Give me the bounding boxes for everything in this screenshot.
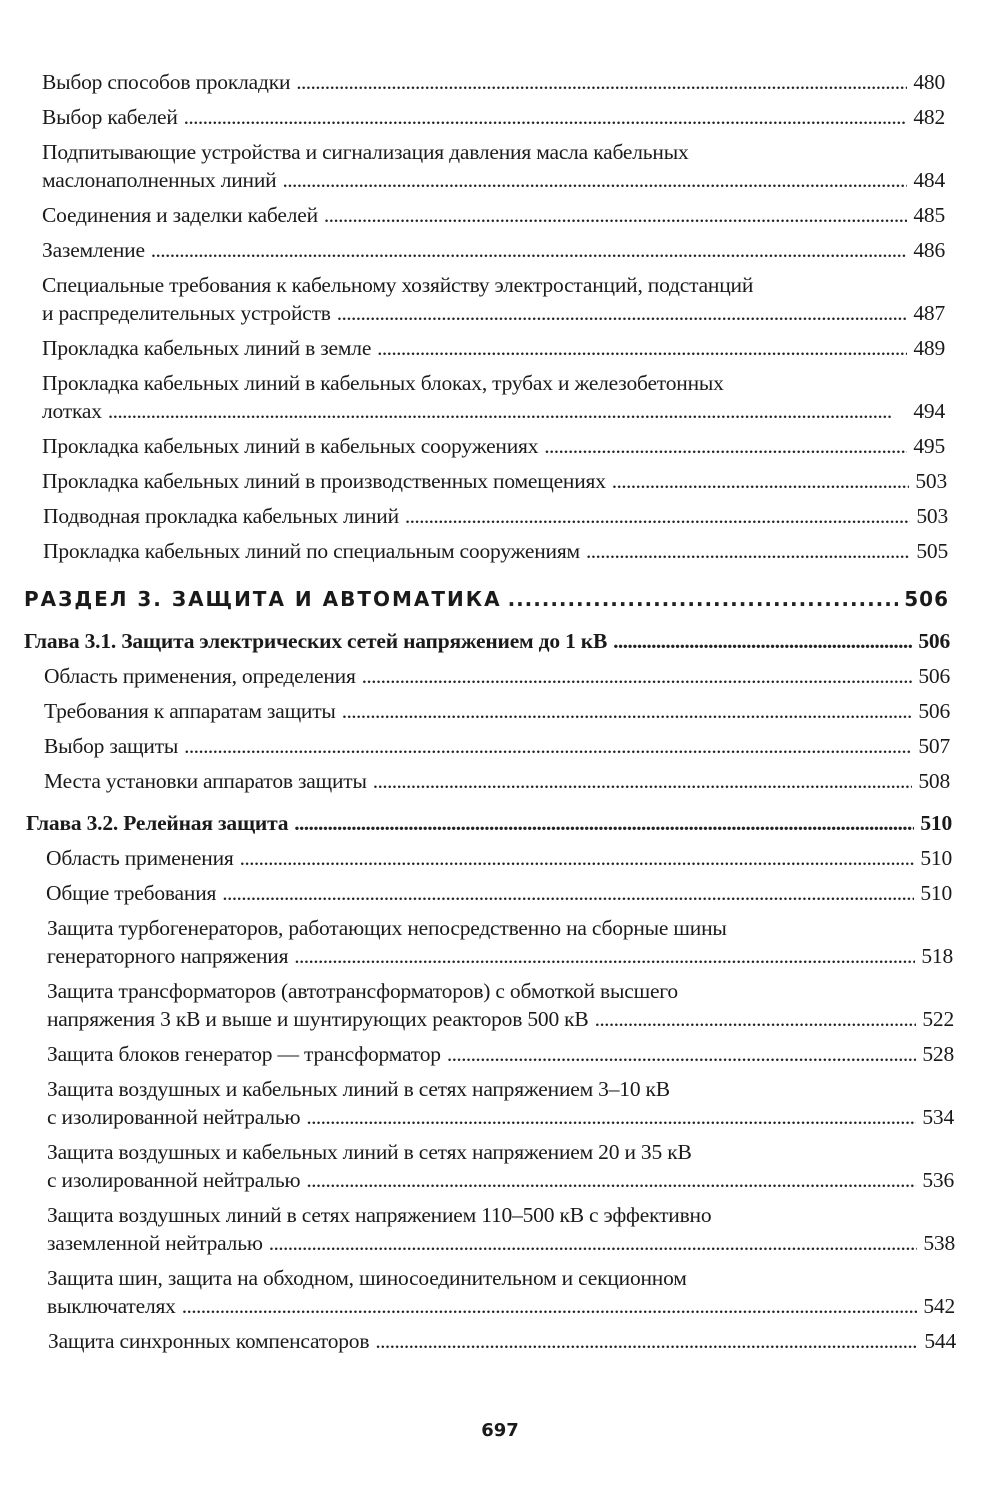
toc-entry bbox=[47, 1075, 954, 1131]
toc-entry bbox=[46, 844, 952, 872]
dot-leader bbox=[151, 236, 908, 264]
toc-entry-page: 505 bbox=[916, 539, 948, 563]
toc-entry-title: Защита блоков генератор — трансформатор bbox=[47, 1042, 441, 1066]
chapter-heading bbox=[24, 627, 950, 655]
dot-leader bbox=[508, 585, 899, 613]
dot-leader bbox=[282, 166, 907, 194]
toc-entry bbox=[43, 502, 948, 530]
chapter-page: 506 bbox=[918, 629, 950, 653]
dot-leader bbox=[184, 732, 912, 760]
toc-entry-page: 542 bbox=[923, 1294, 955, 1318]
toc-entry-title: Прокладка кабельных линий по специальным сооружениям bbox=[43, 539, 580, 563]
toc-entry-page: 503 bbox=[915, 469, 947, 493]
toc-entry bbox=[42, 432, 945, 460]
toc-entry-title: Заземление bbox=[42, 238, 145, 262]
toc-entry bbox=[42, 201, 945, 229]
dot-leader bbox=[324, 201, 907, 229]
toc-entry-title: Выбор способов прокладки bbox=[42, 70, 291, 94]
dot-leader bbox=[294, 942, 915, 970]
toc-entry-page: 506 bbox=[918, 664, 950, 688]
chapter-heading bbox=[26, 809, 952, 837]
toc-entry-title: Область применения bbox=[46, 846, 234, 870]
toc-entry-page: 536 bbox=[922, 1168, 954, 1192]
toc-entry bbox=[42, 103, 945, 131]
toc-entry bbox=[44, 697, 950, 725]
toc-entry bbox=[44, 767, 950, 795]
toc-entry-title: заземленной нейтралью bbox=[47, 1231, 263, 1255]
toc-entry-title: Прокладка кабельных линий в земле bbox=[42, 336, 372, 360]
toc-entry-title: Область применения, определения bbox=[44, 664, 356, 688]
dot-leader bbox=[306, 1166, 916, 1194]
toc-entry bbox=[47, 1201, 955, 1257]
dot-leader bbox=[612, 467, 910, 495]
toc-entry bbox=[47, 1138, 954, 1194]
dot-leader bbox=[294, 809, 914, 837]
dot-leader bbox=[373, 767, 913, 795]
toc-entry-title-line1: Защита трансформаторов (автотрансформаторов) с обмоткой высшего bbox=[47, 979, 678, 1003]
toc-entry-title: лотках bbox=[42, 399, 102, 423]
toc-entry bbox=[47, 977, 954, 1033]
toc-entry-title-line1: Защита шин, защита на обходном, шиносоединительном и секционном bbox=[47, 1266, 687, 1290]
toc-entry-title: Прокладка кабельных линий в кабельных сооружениях bbox=[42, 434, 539, 458]
toc-entry-page: 510 bbox=[920, 846, 952, 870]
toc-entry bbox=[44, 732, 950, 760]
dot-leader bbox=[222, 879, 914, 907]
dot-leader bbox=[184, 103, 908, 131]
toc-entry-page: 507 bbox=[918, 734, 950, 758]
dot-leader bbox=[613, 627, 912, 655]
toc-entry-title: маслонаполненных линий bbox=[42, 168, 277, 192]
section-heading bbox=[24, 585, 949, 613]
toc-entry-title-line1: Специальные требования к кабельному хозяйству электростанций, подстанций bbox=[42, 273, 754, 297]
toc-entry-page: 508 bbox=[918, 769, 950, 793]
page-number: 697 bbox=[481, 1420, 519, 1441]
toc-entry-title: и распределительных устройств bbox=[42, 301, 331, 325]
toc-entry bbox=[42, 138, 945, 194]
chapter-title: Глава 3.2. Релейная защита bbox=[26, 811, 289, 835]
toc-entry-page: 480 bbox=[913, 70, 945, 94]
toc-entry-page: 484 bbox=[913, 168, 945, 192]
dot-leader bbox=[377, 334, 907, 362]
toc-entry-title: Выбор защиты bbox=[44, 734, 179, 758]
toc-entry-page: 489 bbox=[913, 336, 945, 360]
toc-entry bbox=[42, 334, 945, 362]
dot-leader bbox=[269, 1229, 918, 1257]
toc-entry bbox=[42, 369, 945, 425]
dot-leader bbox=[586, 537, 910, 565]
toc-entry-title-line1: Защита воздушных линий в сетях напряжением 110–500 кВ с эффективно bbox=[47, 1203, 712, 1227]
toc-entry-title: напряжения 3 кВ и выше и шунтирующих реакторов 500 кВ bbox=[47, 1007, 589, 1031]
toc-entry bbox=[42, 271, 945, 327]
toc-entry bbox=[42, 467, 947, 495]
dot-leader bbox=[447, 1040, 917, 1068]
toc-entry-title-line1: Защита воздушных и кабельных линий в сетях напряжением 3–10 кВ bbox=[47, 1077, 670, 1101]
dot-leader bbox=[296, 68, 907, 96]
toc-entry-page: 544 bbox=[924, 1329, 956, 1353]
toc-entry-title: Соединения и заделки кабелей bbox=[42, 203, 318, 227]
toc-entry-page: 518 bbox=[921, 944, 953, 968]
toc-entry-title: Защита синхронных компенсаторов bbox=[48, 1329, 370, 1353]
toc-entry-page: 482 bbox=[913, 105, 945, 129]
toc-entry-title: Прокладка кабельных линий в производственных помещениях bbox=[42, 469, 606, 493]
toc-entry-page: 485 bbox=[913, 203, 945, 227]
chapter-title: Глава 3.1. Защита электрических сетей напряжением до 1 кВ bbox=[24, 629, 608, 653]
toc-entry-page: 494 bbox=[913, 399, 945, 423]
toc-entry bbox=[47, 1264, 955, 1320]
toc-entry-title-line1: Прокладка кабельных линий в кабельных блоках, трубах и железобетонных bbox=[42, 371, 724, 395]
toc-entry-title: с изолированной нейтралью bbox=[47, 1105, 301, 1129]
toc-entry-title: Требования к аппаратам защиты bbox=[44, 699, 336, 723]
toc-entry-title: генераторного напряжения bbox=[47, 944, 289, 968]
toc-entry-page: 534 bbox=[922, 1105, 954, 1129]
toc-entry-page: 522 bbox=[922, 1007, 954, 1031]
toc-entry-title: Места установки аппаратов защиты bbox=[44, 769, 367, 793]
dot-leader bbox=[405, 502, 910, 530]
toc-entry-title: выключателях bbox=[47, 1294, 176, 1318]
dot-leader bbox=[375, 1327, 918, 1355]
toc-entry-page: 486 bbox=[913, 238, 945, 262]
chapter-page: 510 bbox=[920, 811, 952, 835]
toc-entry-page: 528 bbox=[922, 1042, 954, 1066]
toc-entry-title-line1: Защита турбогенераторов, работающих непосредственно на сборные шины bbox=[47, 916, 727, 940]
toc-entry bbox=[48, 1327, 956, 1355]
toc-entry bbox=[46, 879, 952, 907]
dot-leader bbox=[342, 697, 913, 725]
toc-entry-page: 538 bbox=[923, 1231, 955, 1255]
section-title: РАЗДЕЛ 3. ЗАЩИТА И АВТОМАТИКА bbox=[24, 587, 502, 611]
dot-leader bbox=[595, 1005, 917, 1033]
dot-leader bbox=[362, 662, 913, 690]
dot-leader bbox=[337, 299, 908, 327]
toc-entry-title: Общие требования bbox=[46, 881, 217, 905]
toc-entry-page: 495 bbox=[913, 434, 945, 458]
toc-entry bbox=[44, 662, 950, 690]
toc-entry bbox=[47, 914, 953, 970]
toc-entry bbox=[42, 236, 945, 264]
dot-leader bbox=[240, 844, 915, 872]
toc-entry-title: с изолированной нейтралью bbox=[47, 1168, 301, 1192]
toc-entry-title-line1: Защита воздушных и кабельных линий в сетях напряжением 20 и 35 кВ bbox=[47, 1140, 692, 1164]
toc-entry-title: Подводная прокладка кабельных линий bbox=[43, 504, 399, 528]
dot-leader bbox=[182, 1292, 918, 1320]
toc-entry-page: 487 bbox=[913, 301, 945, 325]
toc-entry-page: 510 bbox=[920, 881, 952, 905]
toc-entry-page: 503 bbox=[916, 504, 948, 528]
toc-entry bbox=[47, 1040, 954, 1068]
toc-entry bbox=[42, 68, 945, 96]
dot-leader bbox=[544, 432, 907, 460]
toc-entry bbox=[43, 537, 948, 565]
toc-entry-page: 506 bbox=[918, 699, 950, 723]
dot-leader bbox=[306, 1103, 916, 1131]
dot-leader bbox=[108, 397, 908, 425]
toc-entry-title-line1: Подпитывающие устройства и сигнализация давления масла кабельных bbox=[42, 140, 689, 164]
toc-entry-title: Выбор кабелей bbox=[42, 105, 178, 129]
section-page: 506 bbox=[904, 587, 949, 611]
